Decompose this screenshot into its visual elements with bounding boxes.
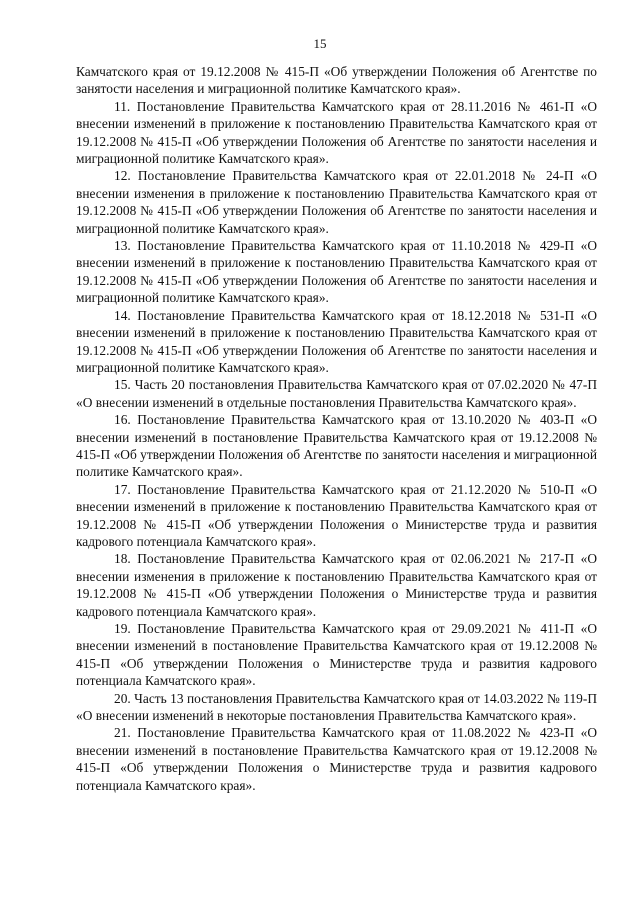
paragraph-item-21: 21. Постановление Правительства Камчатского края от 11.08.2022 № 423-П «О внесении изменений в постановление Правительства Камчатского края от 19.12.2008 № 415-П «Об утверждении Положения о Министерстве труда и развития кадрового потенциала Камчатского края». — [76, 725, 597, 793]
paragraph-item-15: 15. Часть 20 постановления Правительства Камчатского края от 07.02.2020 № 47-П «О внесении изменений в отдельные постановления Правительства Камчатского края». — [76, 377, 597, 410]
paragraph-item-19: 19. Постановление Правительства Камчатского края от 29.09.2021 № 411-П «О внесении изменений в постановление Правительства Камчатского края от 19.12.2008 № 415-П «Об утверждении Положения о Министерстве труда и развития кадрового потенциала Камчатского края». — [76, 621, 597, 689]
paragraph-item-11: 11. Постановление Правительства Камчатского края от 28.11.2016 № 461-П «О внесении изменений в приложение к постановлению Правительства Камчатского края от 19.12.2008 № 415-П «Об утверждении Положения об Агентстве по занятости населения и миграционной политике Камчатского края». — [76, 98, 597, 167]
paragraph-continuation: Камчатского края от 19.12.2008 № 415-П «Об утверждении Положения об Агентстве по занятости населения и миграционной политике Камчатского края». — [76, 64, 597, 97]
paragraph-item-12: 12. Постановление Правительства Камчатского края от 22.01.2018 № 24-П «О внесении изменения в приложение к постановлению Правительства Камчатского края от 19.12.2008 № 415-П «Об утверждении Положения об Агентстве по занятости населения и миграционной политике Камчатского края». — [76, 168, 597, 236]
paragraph-item-20: 20. Часть 13 постановления Правительства Камчатского края от 14.03.2022 № 119-П «О внесении изменений в некоторые постановления Правительства Камчатского края». — [76, 690, 597, 724]
paragraph-item-17: 17. Постановление Правительства Камчатского края от 21.12.2020 № 510-П «О внесении изменений в приложение к постановлению Правительства Камчатского края от 19.12.2008 № 415-П «Об утверждении Положения о Министерстве труда и развития кадрового потенциала Камчатского края». — [76, 481, 597, 549]
document-body — [76, 63, 597, 794]
paragraph-item-13: 13. Постановление Правительства Камчатского края от 11.10.2018 № 429-П «О внесении изменений в приложение к постановлению Правительства Камчатского края от 19.12.2008 № 415-П «Об утверждении Положения об Агентстве по занятости населения и миграционной политике Камчатского края». — [76, 238, 597, 306]
paragraph-item-14: 14. Постановление Правительства Камчатского края от 18.12.2018 № 531-П «О внесении изменений в приложение к постановлению Правительства Камчатского края от 19.12.2008 № 415-П «Об утверждении Положения об Агентстве по занятости населения и миграционной политике Камчатского края». — [76, 307, 597, 375]
paragraph-item-18: 18. Постановление Правительства Камчатского края от 02.06.2021 № 217-П «О внесении изменения в приложение к постановлению Правительства Камчатского края от 19.12.2008 № 415-П «Об утверждении Положения о Министерстве труда и развития кадрового потенциала Камчатского края». — [76, 551, 597, 619]
page-number: 15 — [313, 36, 327, 51]
paragraph-item-16: 16. Постановление Правительства Камчатского края от 13.10.2020 № 403-П «О внесении изменений в постановление Правительства Камчатского края от 19.12.2008 № 415-П «Об утверждении Положения об Агентстве по занятости населения и миграционной политике Камчатского края». — [76, 412, 597, 480]
